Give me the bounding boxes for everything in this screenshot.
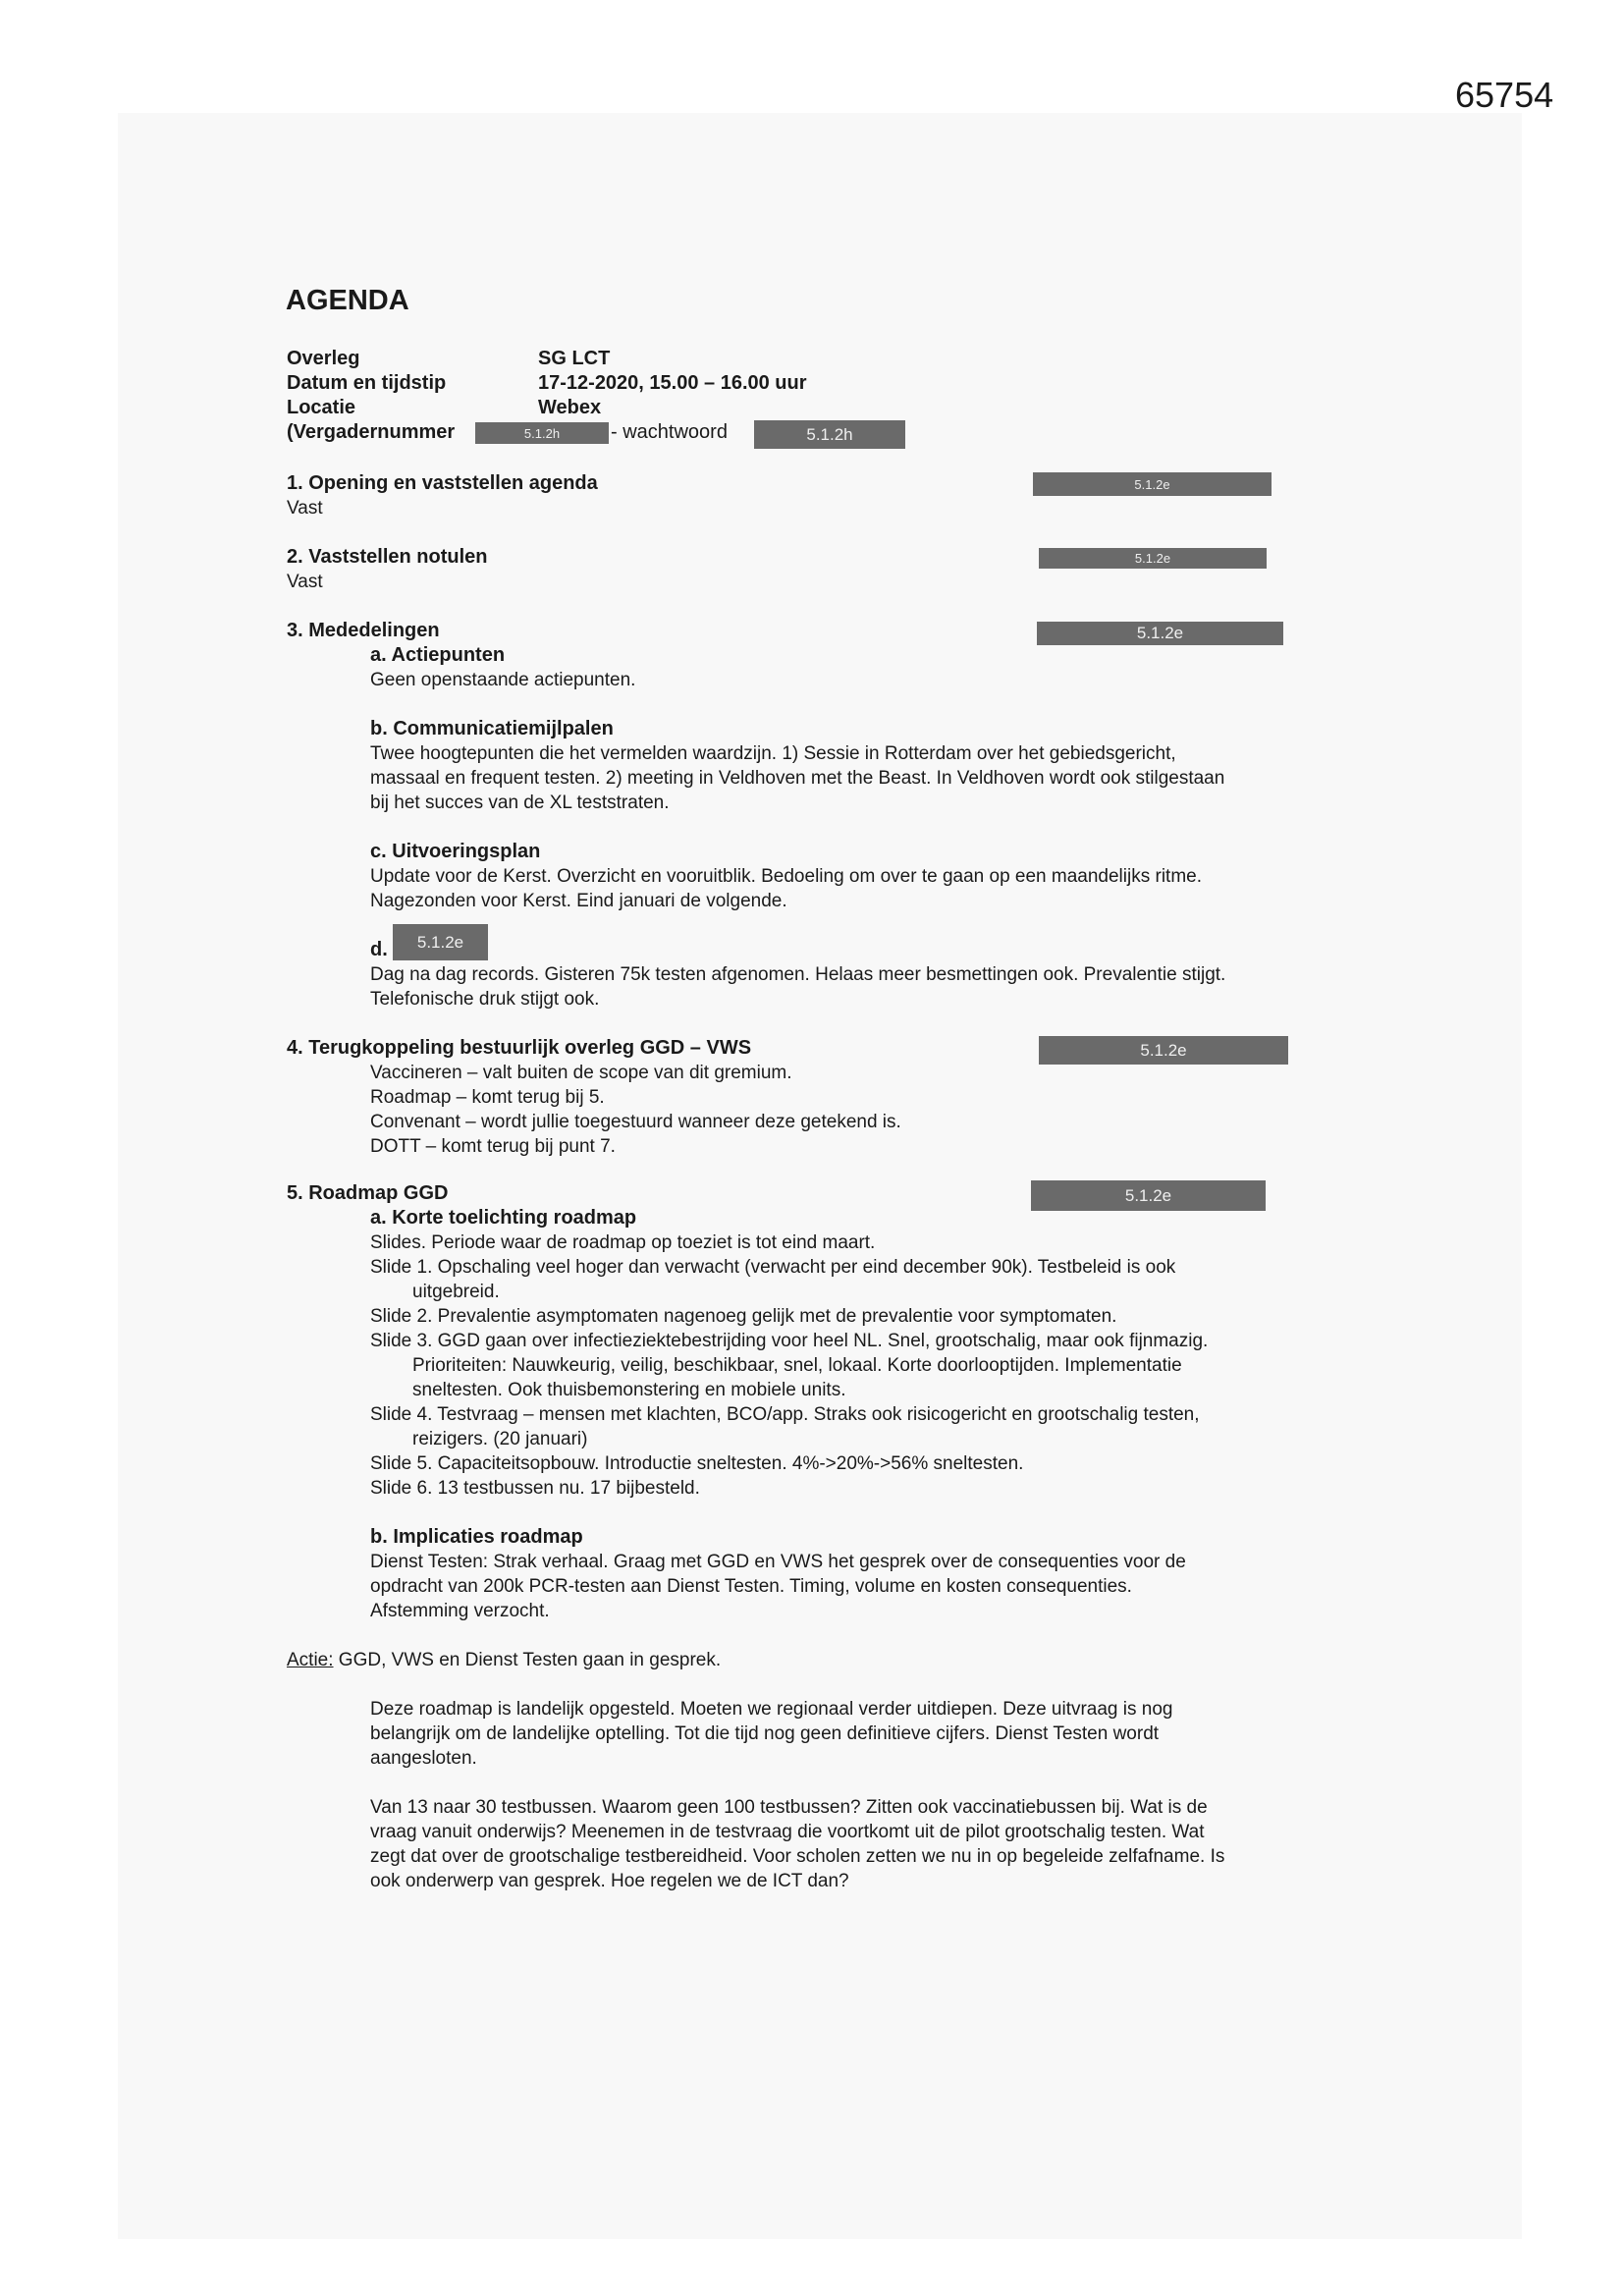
meta-locatie-label: Locatie xyxy=(287,397,356,418)
item-3d-line: Telefonische druk stijgt ook. xyxy=(370,989,600,1010)
meta-overleg-value: SG LCT xyxy=(538,348,611,369)
item-5a-line: Slide 1. Opschaling veel hoger dan verwacht (verwacht per eind december 90k). Testbeleid is ook xyxy=(370,1257,1176,1278)
item-5a-line: Prioriteiten: Nauwkeurig, veilig, beschikbaar, snel, lokaal. Korte doorlooptijden. Implementatie xyxy=(412,1355,1182,1376)
item-5a-line: Slide 5. Capaciteitsopbouw. Introductie sneltesten. 4%->20%->56% sneltesten. xyxy=(370,1453,1024,1474)
meta-wachtwoord-label: - wachtwoord xyxy=(611,421,728,443)
item-5a-line: Slide 3. GGD gaan over infectieziektebestrijding voor heel NL. Snel, grootschalig, maar ook fijnmazig. xyxy=(370,1331,1209,1351)
action-label: Actie: xyxy=(287,1650,334,1670)
item-3b-title: b. Communicatiemijlpalen xyxy=(370,718,614,739)
action-line xyxy=(287,1648,721,1672)
item-5b-line: Afstemming verzocht. xyxy=(370,1601,550,1621)
item-3a-text: Geen openstaande actiepunten. xyxy=(370,670,636,690)
item-3c-line: Nagezonden voor Kerst. Eind januari de volgende. xyxy=(370,891,787,911)
item-3c-title: c. Uitvoeringsplan xyxy=(370,841,541,862)
item-5a-line: uitgebreid. xyxy=(412,1282,500,1302)
item-1-text: Vast xyxy=(287,498,323,519)
redaction-block: 5.1.2h xyxy=(754,420,905,449)
item-3b-line: massaal en frequent testen. 2) meeting in Veldhoven met the Beast. In Veldhoven wordt ook stilgestaan xyxy=(370,768,1225,789)
document-number: 65754 xyxy=(1455,75,1554,115)
item-3c-line: Update voor de Kerst. Overzicht en vooruitblik. Bedoeling om over te gaan op een maandelijks ritme. xyxy=(370,866,1203,887)
page-title: AGENDA xyxy=(286,285,409,316)
item-2-text: Vast xyxy=(287,572,323,592)
item-5a-title: a. Korte toelichting roadmap xyxy=(370,1207,637,1229)
redaction-block: 5.1.2e xyxy=(1039,1036,1288,1065)
item-5a-line: Slides. Periode waar de roadmap op toeziet is tot eind maart. xyxy=(370,1232,876,1253)
item-3d-line: Dag na dag records. Gisteren 75k testen afgenomen. Helaas meer besmettingen ook. Prevalentie stijgt. xyxy=(370,964,1226,985)
redaction-block: 5.1.2e xyxy=(1033,472,1272,496)
redaction-block: 5.1.2e xyxy=(393,924,488,960)
meta-locatie-value: Webex xyxy=(538,397,602,418)
redaction-block: 5.1.2e xyxy=(1031,1180,1266,1211)
item-3a-title: a. Actiepunten xyxy=(370,644,506,666)
paragraph-line: ook onderwerp van gesprek. Hoe regelen we de ICT dan? xyxy=(370,1871,849,1891)
meta-overleg-label: Overleg xyxy=(287,348,360,369)
item-5b-title: b. Implicaties roadmap xyxy=(370,1526,583,1548)
paragraph-line: vraag vanuit onderwijs? Meenemen in de testvraag die voortkomt uit de pilot grootschalig testen. Wat xyxy=(370,1822,1205,1842)
item-5a-line: reizigers. (20 januari) xyxy=(412,1429,588,1449)
item-5b-line: Dienst Testen: Strak verhaal. Graag met GGD en VWS het gesprek over de consequenties voor de xyxy=(370,1552,1186,1572)
item-5b-line: opdracht van 200k PCR-testen aan Dienst Testen. Timing, volume en kosten consequenties. xyxy=(370,1576,1132,1597)
item-2-heading: 2. Vaststellen notulen xyxy=(287,546,488,568)
item-3b-line: Twee hoogtepunten die het vermelden waardzijn. 1) Sessie in Rotterdam over het gebiedsgericht, xyxy=(370,743,1176,764)
item-4-heading: 4. Terugkoppeling bestuurlijk overleg GGD – VWS xyxy=(287,1037,752,1059)
item-5-heading: 5. Roadmap GGD xyxy=(287,1182,449,1204)
item-5a-line: Slide 4. Testvraag – mensen met klachten, BCO/app. Straks ook risicogericht en grootschalig testen, xyxy=(370,1404,1200,1425)
item-5a-line: Slide 6. 13 testbussen nu. 17 bijbesteld. xyxy=(370,1478,700,1499)
meta-vergadernummer-label: (Vergadernummer xyxy=(287,421,456,443)
item-4-line: Convenant – wordt jullie toegestuurd wanneer deze getekend is. xyxy=(370,1112,901,1132)
redaction-block: 5.1.2e xyxy=(1037,622,1283,645)
paragraph-line: Van 13 naar 30 testbussen. Waarom geen 100 testbussen? Zitten ook vaccinatiebussen bij. Wat is de xyxy=(370,1797,1208,1818)
meta-datum-value: 17-12-2020, 15.00 – 16.00 uur xyxy=(538,372,807,394)
item-3b-line: bij het succes van de XL teststraten. xyxy=(370,793,670,813)
item-5a-line: Slide 2. Prevalentie asymptomaten nagenoeg gelijk met de prevalentie voor symptomaten. xyxy=(370,1306,1117,1327)
item-3-heading: 3. Mededelingen xyxy=(287,620,440,641)
redaction-block: 5.1.2e xyxy=(1039,548,1267,569)
redaction-block: 5.1.2h xyxy=(475,422,609,444)
item-4-line: DOTT – komt terug bij punt 7. xyxy=(370,1136,616,1157)
item-1-heading: 1. Opening en vaststellen agenda xyxy=(287,472,598,494)
meta-datum-label: Datum en tijdstip xyxy=(287,372,447,394)
paragraph-line: aangesloten. xyxy=(370,1748,477,1769)
action-text: GGD, VWS en Dienst Testen gaan in gesprek. xyxy=(333,1650,722,1670)
paragraph-line: belangrijk om de landelijke optelling. Tot die tijd nog geen definitieve cijfers. Dienst Testen wordt xyxy=(370,1723,1160,1744)
item-4-line: Vaccineren – valt buiten de scope van dit gremium. xyxy=(370,1063,792,1083)
paragraph-line: Deze roadmap is landelijk opgesteld. Moeten we regionaal verder uitdiepen. Deze uitvraag is nog xyxy=(370,1699,1173,1720)
item-5a-line: sneltesten. Ook thuisbemonstering en mobiele units. xyxy=(412,1380,846,1400)
paragraph-line: zegt dat over de grootschalige testbereidheid. Voor scholen zetten we nu in op begeleide zelfafname. Is xyxy=(370,1846,1225,1867)
item-4-line: Roadmap – komt terug bij 5. xyxy=(370,1087,605,1108)
item-3d-title: d. xyxy=(370,939,388,960)
